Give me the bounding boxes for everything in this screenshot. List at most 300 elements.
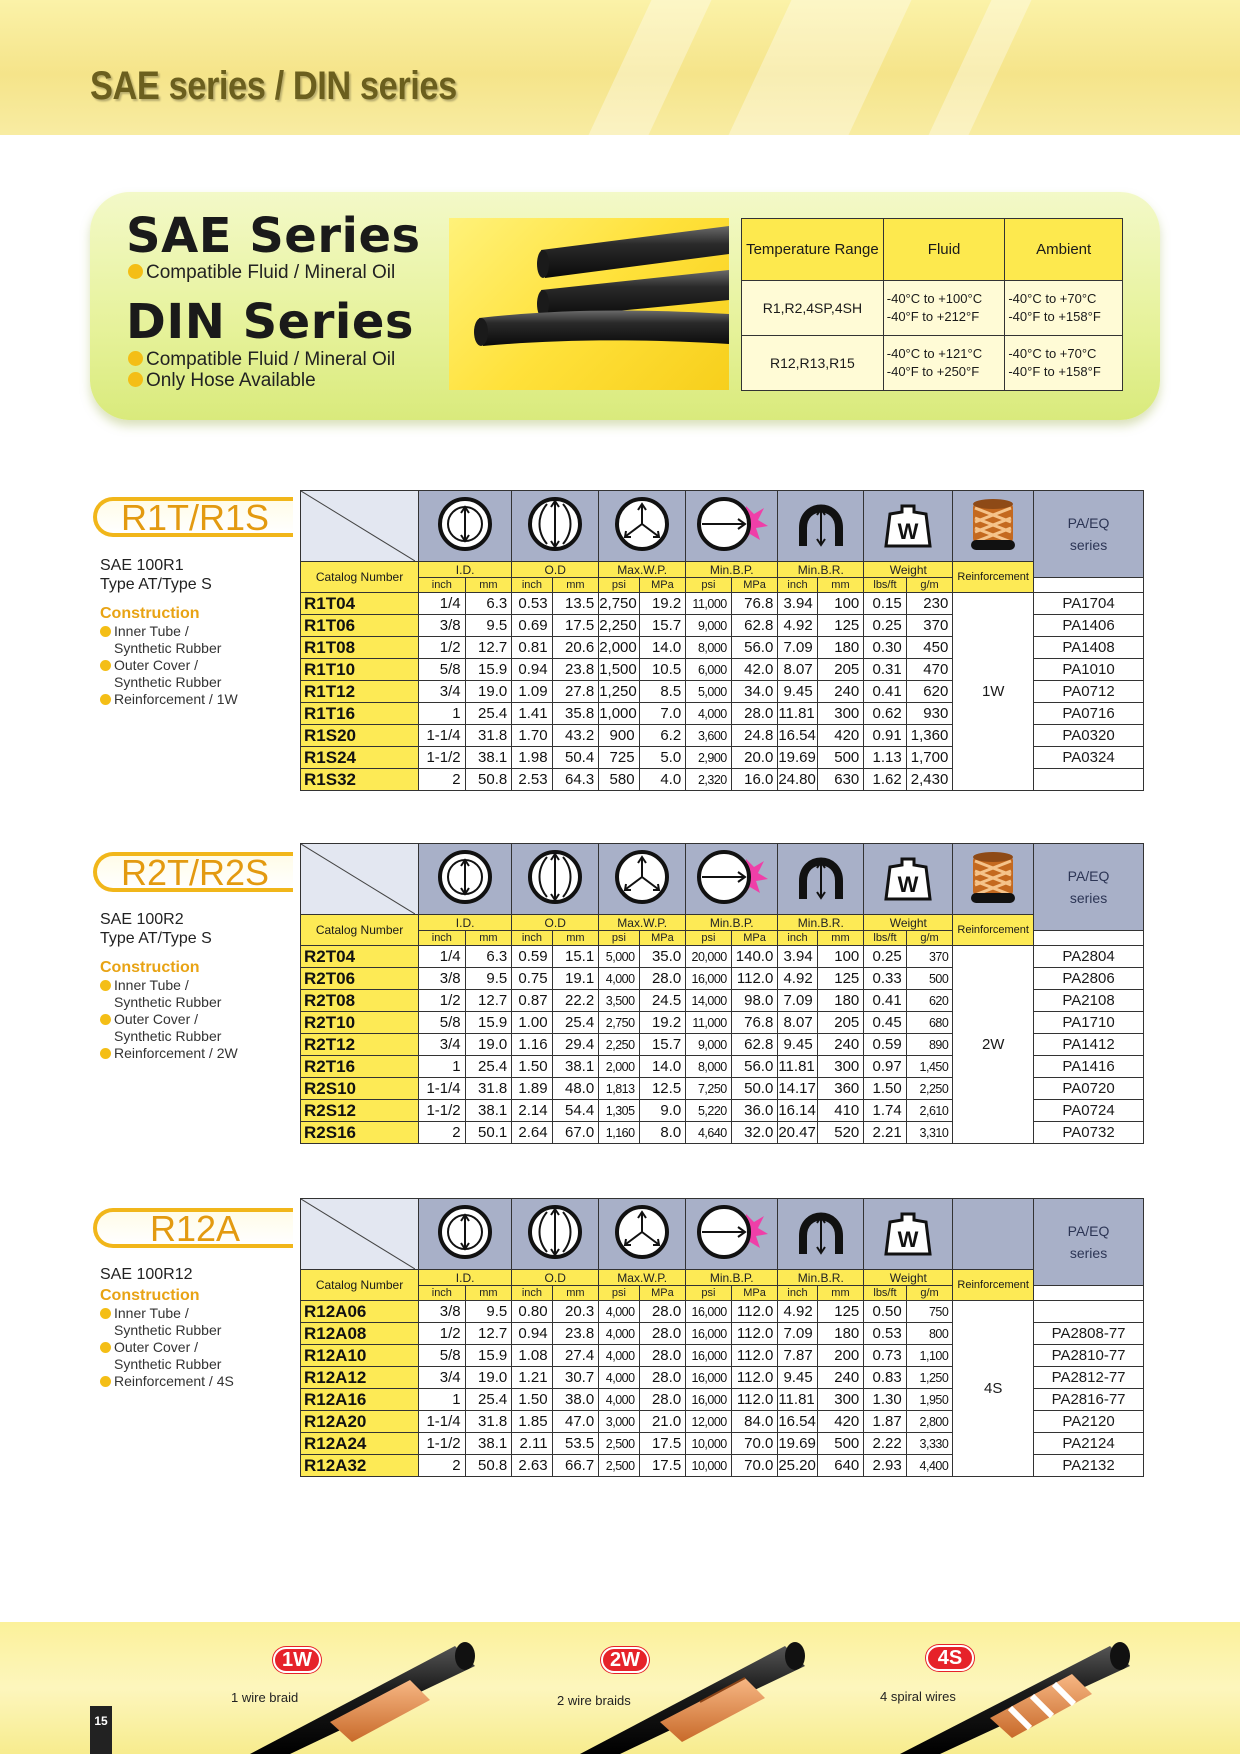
banner-streak	[929, 0, 1032, 135]
spec-table	[300, 843, 1144, 1144]
pa-eq-blank-cell	[1034, 1286, 1144, 1301]
spec-value: 9,000	[686, 1034, 732, 1056]
spec-value: 6.3	[465, 946, 512, 968]
spec-value: 4,000	[599, 1389, 639, 1411]
bottom-banner	[0, 1622, 1240, 1754]
weight-icon	[864, 844, 953, 915]
standard-name: SAE 100R1	[100, 557, 184, 574]
catalog-number: R12A10	[301, 1345, 419, 1367]
spec-value: 240	[817, 1367, 864, 1389]
spec-value: 410	[817, 1100, 864, 1122]
catalog-number: R12A16	[301, 1389, 419, 1411]
spec-value: 630	[817, 769, 864, 791]
spec-value: 2,900	[686, 747, 732, 769]
reinforcement-value: 2W	[953, 946, 1034, 1144]
label-2-wire-braids: 2 wire braids	[557, 1693, 631, 1708]
catalog-number: R1S20	[301, 725, 419, 747]
spec-value: 300	[817, 1056, 864, 1078]
spec-value: 12.7	[465, 990, 512, 1012]
spec-value: 7.87	[778, 1345, 817, 1367]
catalog-number: R1S32	[301, 769, 419, 791]
spec-value: 50.4	[552, 747, 599, 769]
spec-value: 15.9	[465, 1012, 512, 1034]
label-1-wire-braid: 1 wire braid	[231, 1690, 299, 1705]
standard-name: SAE 100R12	[100, 1266, 193, 1283]
unit-header: inch	[778, 578, 817, 593]
spec-value: 5/8	[419, 1345, 466, 1367]
pa-eq-value: PA1408	[1034, 637, 1144, 659]
spec-value: 200	[817, 1345, 864, 1367]
spec-value: 8.5	[639, 681, 686, 703]
catalog-number: R12A12	[301, 1367, 419, 1389]
spec-value: 19.69	[778, 747, 817, 769]
spec-value: 1,305	[599, 1100, 639, 1122]
spec-value: 7.09	[778, 1323, 817, 1345]
spec-value: 1.09	[512, 681, 552, 703]
spec-value: 205	[817, 659, 864, 681]
spec-value: 2	[419, 769, 466, 791]
spec-value: 0.80	[512, 1301, 552, 1323]
spec-value: 32.0	[731, 1122, 778, 1144]
pa-eq-value: PA2108	[1034, 990, 1144, 1012]
spec-value: 1,360	[906, 725, 953, 747]
spec-value: 125	[817, 615, 864, 637]
spec-value: 1.50	[512, 1389, 552, 1411]
outer-diameter-icon	[512, 491, 599, 562]
spec-value: 1-1/2	[419, 747, 466, 769]
spec-value: 0.59	[512, 946, 552, 968]
spec-value: 67.0	[552, 1122, 599, 1144]
hose-product-photo	[449, 218, 729, 390]
spec-value: 54.4	[552, 1100, 599, 1122]
table-corner	[301, 491, 419, 562]
construction-heading: Construction	[100, 1287, 200, 1304]
bullet-dot-icon	[100, 1308, 111, 1319]
spec-value: 1,000	[599, 703, 639, 725]
spec-value: 25.4	[552, 1012, 599, 1034]
unit-header: inch	[512, 1286, 552, 1301]
spec-value: 1/2	[419, 1323, 466, 1345]
pa-eq-value: PA0724	[1034, 1100, 1144, 1122]
spec-value: 20.0	[731, 747, 778, 769]
spec-value: 450	[906, 637, 953, 659]
spec-value: 1/2	[419, 990, 466, 1012]
spec-value: 125	[817, 1301, 864, 1323]
bullet-dot-icon	[100, 694, 111, 705]
unit-header: mm	[552, 1286, 599, 1301]
spec-value: 20.3	[552, 1301, 599, 1323]
spec-value: 25.4	[465, 1056, 512, 1078]
spec-value: 38.1	[465, 1100, 512, 1122]
hose-type: Type AT/Type S	[100, 576, 212, 593]
spec-value: 3/4	[419, 1034, 466, 1056]
spec-value: 620	[906, 681, 953, 703]
catalog-number: R1T06	[301, 615, 419, 637]
spec-value: 2.63	[512, 1455, 552, 1477]
spec-value: 19.69	[778, 1433, 817, 1455]
spec-value: 112.0	[731, 1301, 778, 1323]
unit-header: g/m	[906, 578, 953, 593]
spec-value: 19.2	[639, 1012, 686, 1034]
section-tab: R12A	[93, 1208, 293, 1248]
spec-value: 24.8	[731, 725, 778, 747]
pa-eq-value: PA2806	[1034, 968, 1144, 990]
spec-value: 7.09	[778, 990, 817, 1012]
spec-value: 12.7	[465, 1323, 512, 1345]
spec-value: 35.0	[639, 946, 686, 968]
spec-value: 8.07	[778, 1012, 817, 1034]
weight-icon	[864, 491, 953, 562]
spec-value: 1/2	[419, 637, 466, 659]
spec-value: 70.0	[731, 1455, 778, 1477]
spec-value: 0.91	[864, 725, 906, 747]
spec-value: 56.0	[731, 637, 778, 659]
hose-type: Type AT/Type S	[100, 930, 212, 947]
pa-eq-value: PA2812-77	[1034, 1367, 1144, 1389]
min-bp-header: Min.B.P.	[686, 562, 778, 578]
min-br-header: Min.B.R.	[778, 915, 864, 931]
unit-header: inch	[419, 931, 466, 946]
unit-header: mm	[465, 931, 512, 946]
pa-eq-value: PA1010	[1034, 659, 1144, 681]
temp-range-header: Temperature Range	[742, 219, 884, 281]
spec-value: 580	[599, 769, 639, 791]
spec-value: 3/8	[419, 1301, 466, 1323]
spec-value: 640	[817, 1455, 864, 1477]
construction-item: Outer Cover / Synthetic Rubber	[100, 1011, 238, 1045]
pa-eq-value: PA2804	[1034, 946, 1144, 968]
spec-value: 230	[906, 593, 953, 615]
outer-diameter-icon	[512, 1199, 599, 1270]
din-compatible-fluid: Compatible Fluid / Mineral Oil	[128, 349, 395, 371]
spec-value: 0.62	[864, 703, 906, 725]
unit-header: psi	[686, 1286, 732, 1301]
spec-value: 1.89	[512, 1078, 552, 1100]
section-description	[100, 556, 238, 708]
spec-value: 11.81	[778, 1389, 817, 1411]
od-header: O.D	[512, 915, 599, 931]
pa-eq-blank-cell	[1034, 931, 1144, 946]
spec-value: 725	[599, 747, 639, 769]
pa-eq-value: PA0732	[1034, 1122, 1144, 1144]
spec-value: 3,600	[686, 725, 732, 747]
table-corner	[301, 1199, 419, 1270]
id-header: I.D.	[419, 562, 512, 578]
burst-pressure-icon	[686, 491, 778, 562]
spec-value: 2,000	[599, 1056, 639, 1078]
spec-value: 12.5	[639, 1078, 686, 1100]
spec-value: 6,000	[686, 659, 732, 681]
construction-item: Reinforcement / 4S	[100, 1373, 234, 1390]
spec-value: 0.41	[864, 681, 906, 703]
table-row	[301, 1301, 1144, 1323]
bend-radius-icon	[778, 1199, 864, 1270]
spec-value: 3/4	[419, 681, 466, 703]
spec-value: 28.0	[639, 1323, 686, 1345]
unit-header: mm	[465, 578, 512, 593]
spec-value: 112.0	[731, 1389, 778, 1411]
spec-value: 84.0	[731, 1411, 778, 1433]
outer-diameter-icon	[512, 844, 599, 915]
bullet-dot-icon	[128, 372, 143, 387]
spec-value: 1	[419, 1056, 466, 1078]
spec-value: 1,950	[906, 1389, 953, 1411]
max-wp-header: Max.W.P.	[599, 562, 686, 578]
table-row	[301, 946, 1144, 968]
construction-heading: Construction	[100, 605, 200, 622]
unit-header: mm	[817, 931, 864, 946]
pa-eq-series-header: PA/EQ series	[1034, 491, 1144, 578]
spec-value: 1,250	[599, 681, 639, 703]
spec-value: 3/8	[419, 968, 466, 990]
reinforcement-header: Reinforcement	[953, 562, 1034, 593]
catalog-number-header: Catalog Number	[301, 562, 419, 593]
spec-value: 7.09	[778, 637, 817, 659]
spec-value: 3,330	[906, 1433, 953, 1455]
spec-value: 1/4	[419, 946, 466, 968]
spec-value: 2.53	[512, 769, 552, 791]
spec-value: 6.3	[465, 593, 512, 615]
spec-value: 205	[817, 1012, 864, 1034]
ambient-header: Ambient	[1005, 219, 1123, 281]
spec-value: 0.75	[512, 968, 552, 990]
pa-eq-value: PA0320	[1034, 725, 1144, 747]
bend-radius-icon	[778, 491, 864, 562]
spec-value: 500	[817, 1433, 864, 1455]
spec-value: 21.0	[639, 1411, 686, 1433]
spec-value: 9.45	[778, 1367, 817, 1389]
min-br-header: Min.B.R.	[778, 562, 864, 578]
spec-value: 2.64	[512, 1122, 552, 1144]
pa-eq-value: PA1416	[1034, 1056, 1144, 1078]
pa-eq-value: PA1412	[1034, 1034, 1144, 1056]
spec-value: 1,100	[906, 1345, 953, 1367]
spec-value: 1.62	[864, 769, 906, 791]
reinforcement-icon	[953, 491, 1034, 562]
table-corner	[301, 844, 419, 915]
spec-value: 14.17	[778, 1078, 817, 1100]
construction-item: Reinforcement / 2W	[100, 1045, 238, 1062]
pa-eq-value: PA2124	[1034, 1433, 1144, 1455]
unit-header: lbs/ft	[864, 1286, 906, 1301]
pa-eq-value: PA2808-77	[1034, 1323, 1144, 1345]
spec-value: 1.87	[864, 1411, 906, 1433]
spec-value: 1.13	[864, 747, 906, 769]
spec-value: 15.1	[552, 946, 599, 968]
din-only-hose-note: Only Hose Available	[128, 370, 316, 392]
spec-value: 56.0	[731, 1056, 778, 1078]
unit-header: lbs/ft	[864, 578, 906, 593]
spec-value: 19.0	[465, 1034, 512, 1056]
fluid-range-cell: -40°C to +100°C -40°F to +212°F	[883, 281, 1005, 336]
spec-value: 9.0	[639, 1100, 686, 1122]
spec-value: 28.0	[731, 703, 778, 725]
spec-value: 12.7	[465, 637, 512, 659]
spec-value: 2.22	[864, 1433, 906, 1455]
unit-header: MPa	[731, 578, 778, 593]
pa-eq-series-header: PA/EQ series	[1034, 844, 1144, 931]
label-4-spiral-wires: 4 spiral wires	[880, 1689, 956, 1704]
spec-value: 1,450	[906, 1056, 953, 1078]
unit-header: mm	[465, 1286, 512, 1301]
spec-value: 24.80	[778, 769, 817, 791]
wire-illustrations	[0, 1622, 1240, 1754]
construction-item: Outer Cover / Synthetic Rubber	[100, 657, 238, 691]
spec-value: 4,640	[686, 1122, 732, 1144]
spec-value: 10,000	[686, 1455, 732, 1477]
spec-value: 19.0	[465, 681, 512, 703]
unit-header: psi	[599, 1286, 639, 1301]
spec-value: 2,430	[906, 769, 953, 791]
spec-value: 0.53	[864, 1323, 906, 1345]
catalog-number: R12A20	[301, 1411, 419, 1433]
spec-table	[300, 490, 1144, 791]
pa-eq-value: PA0324	[1034, 747, 1144, 769]
spec-value: 16,000	[686, 1301, 732, 1323]
unit-header: MPa	[639, 1286, 686, 1301]
spec-value: 2,610	[906, 1100, 953, 1122]
spec-value: 1.41	[512, 703, 552, 725]
spec-value: 6.2	[639, 725, 686, 747]
spec-value: 19.2	[639, 593, 686, 615]
burst-pressure-icon	[686, 844, 778, 915]
spec-value: 28.0	[639, 1301, 686, 1323]
bullet-dot-icon	[100, 1048, 111, 1059]
unit-header: mm	[552, 931, 599, 946]
spec-value: 1	[419, 1389, 466, 1411]
spec-value: 14.0	[639, 1056, 686, 1078]
spec-value: 15.7	[639, 1034, 686, 1056]
spec-value: 0.30	[864, 637, 906, 659]
id-header: I.D.	[419, 915, 512, 931]
spec-value: 1,160	[599, 1122, 639, 1144]
spec-value: 4.92	[778, 615, 817, 637]
id-header: I.D.	[419, 1270, 512, 1286]
spec-value: 20.6	[552, 637, 599, 659]
spec-value: 17.5	[639, 1455, 686, 1477]
spec-value: 98.0	[731, 990, 778, 1012]
construction-item: Inner Tube / Synthetic Rubber	[100, 977, 238, 1011]
spec-value: 300	[817, 1389, 864, 1411]
spec-table	[300, 1198, 1144, 1477]
construction-item: Inner Tube / Synthetic Rubber	[100, 1305, 234, 1339]
spec-value: 23.8	[552, 1323, 599, 1345]
badge-4s: 4S	[926, 1645, 974, 1671]
spec-value: 2.11	[512, 1433, 552, 1455]
spec-value: 16.14	[778, 1100, 817, 1122]
spec-value: 4,000	[599, 1367, 639, 1389]
spec-value: 1,250	[906, 1367, 953, 1389]
spec-value: 16,000	[686, 1389, 732, 1411]
reinforcement-header: Reinforcement	[953, 1270, 1034, 1301]
spec-value: 5/8	[419, 1012, 466, 1034]
spec-value: 16,000	[686, 1323, 732, 1345]
spec-value: 15.9	[465, 1345, 512, 1367]
spec-value: 15.9	[465, 659, 512, 681]
spec-value: 2,750	[599, 593, 639, 615]
spec-value: 0.33	[864, 968, 906, 990]
section-description	[100, 1265, 234, 1390]
spec-value: 500	[906, 968, 953, 990]
spec-value: 3/4	[419, 1367, 466, 1389]
unit-header: inch	[419, 1286, 466, 1301]
unit-header: mm	[817, 578, 864, 593]
reinforcement-value: 1W	[953, 593, 1034, 791]
badge-2w: 2W	[601, 1647, 649, 1673]
catalog-number: R12A24	[301, 1433, 419, 1455]
spec-value: 0.41	[864, 990, 906, 1012]
pa-eq-value: PA2810-77	[1034, 1345, 1144, 1367]
spec-value: 64.3	[552, 769, 599, 791]
spec-value: 680	[906, 1012, 953, 1034]
section-tab: R1T/R1S	[93, 497, 293, 537]
spec-value: 0.94	[512, 659, 552, 681]
spec-value: 2.21	[864, 1122, 906, 1144]
spec-value: 9.5	[465, 968, 512, 990]
pa-eq-value: PA1710	[1034, 1012, 1144, 1034]
spec-value: 1,500	[599, 659, 639, 681]
spec-value: 1.85	[512, 1411, 552, 1433]
spec-value: 7.0	[639, 703, 686, 725]
spec-value: 62.8	[731, 1034, 778, 1056]
temperature-range-table	[741, 218, 1123, 391]
spec-value: 10,000	[686, 1433, 732, 1455]
spec-value: 1-1/4	[419, 1078, 466, 1100]
spec-value: 4.92	[778, 968, 817, 990]
catalog-number: R2T06	[301, 968, 419, 990]
inner-diameter-icon	[419, 491, 512, 562]
pa-eq-value: PA2120	[1034, 1411, 1144, 1433]
min-bp-header: Min.B.P.	[686, 1270, 778, 1286]
spec-value: 0.25	[864, 615, 906, 637]
spec-value: 53.5	[552, 1433, 599, 1455]
bullet-dot-icon	[100, 660, 111, 671]
spec-value: 30.7	[552, 1367, 599, 1389]
spec-value: 0.94	[512, 1323, 552, 1345]
spec-value: 2,000	[599, 637, 639, 659]
spec-value: 36.0	[731, 1100, 778, 1122]
pa-eq-value: PA1406	[1034, 615, 1144, 637]
svg-text:W: W	[897, 518, 919, 544]
spec-value: 100	[817, 946, 864, 968]
svg-text:W: W	[897, 1226, 919, 1252]
weight-header: Weight	[864, 915, 953, 931]
working-pressure-icon	[599, 844, 686, 915]
spec-value: 15.7	[639, 615, 686, 637]
catalog-number: R12A32	[301, 1455, 419, 1477]
bullet-dot-icon	[100, 1342, 111, 1353]
banner-streak	[589, 0, 712, 135]
min-bp-header: Min.B.P.	[686, 915, 778, 931]
spec-value: 9.5	[465, 1301, 512, 1323]
unit-header: inch	[778, 1286, 817, 1301]
spec-value: 66.7	[552, 1455, 599, 1477]
unit-header: psi	[686, 578, 732, 593]
spec-value: 5,000	[686, 681, 732, 703]
spec-value: 4,400	[906, 1455, 953, 1477]
catalog-number: R1T08	[301, 637, 419, 659]
unit-header: psi	[599, 931, 639, 946]
spec-value: 38.1	[465, 747, 512, 769]
spec-value: 16.54	[778, 1411, 817, 1433]
spec-value: 180	[817, 990, 864, 1012]
spec-value: 0.25	[864, 946, 906, 968]
spec-value: 520	[817, 1122, 864, 1144]
max-wp-header: Max.W.P.	[599, 1270, 686, 1286]
unit-header: g/m	[906, 931, 953, 946]
spec-value: 16,000	[686, 1367, 732, 1389]
min-br-header: Min.B.R.	[778, 1270, 864, 1286]
